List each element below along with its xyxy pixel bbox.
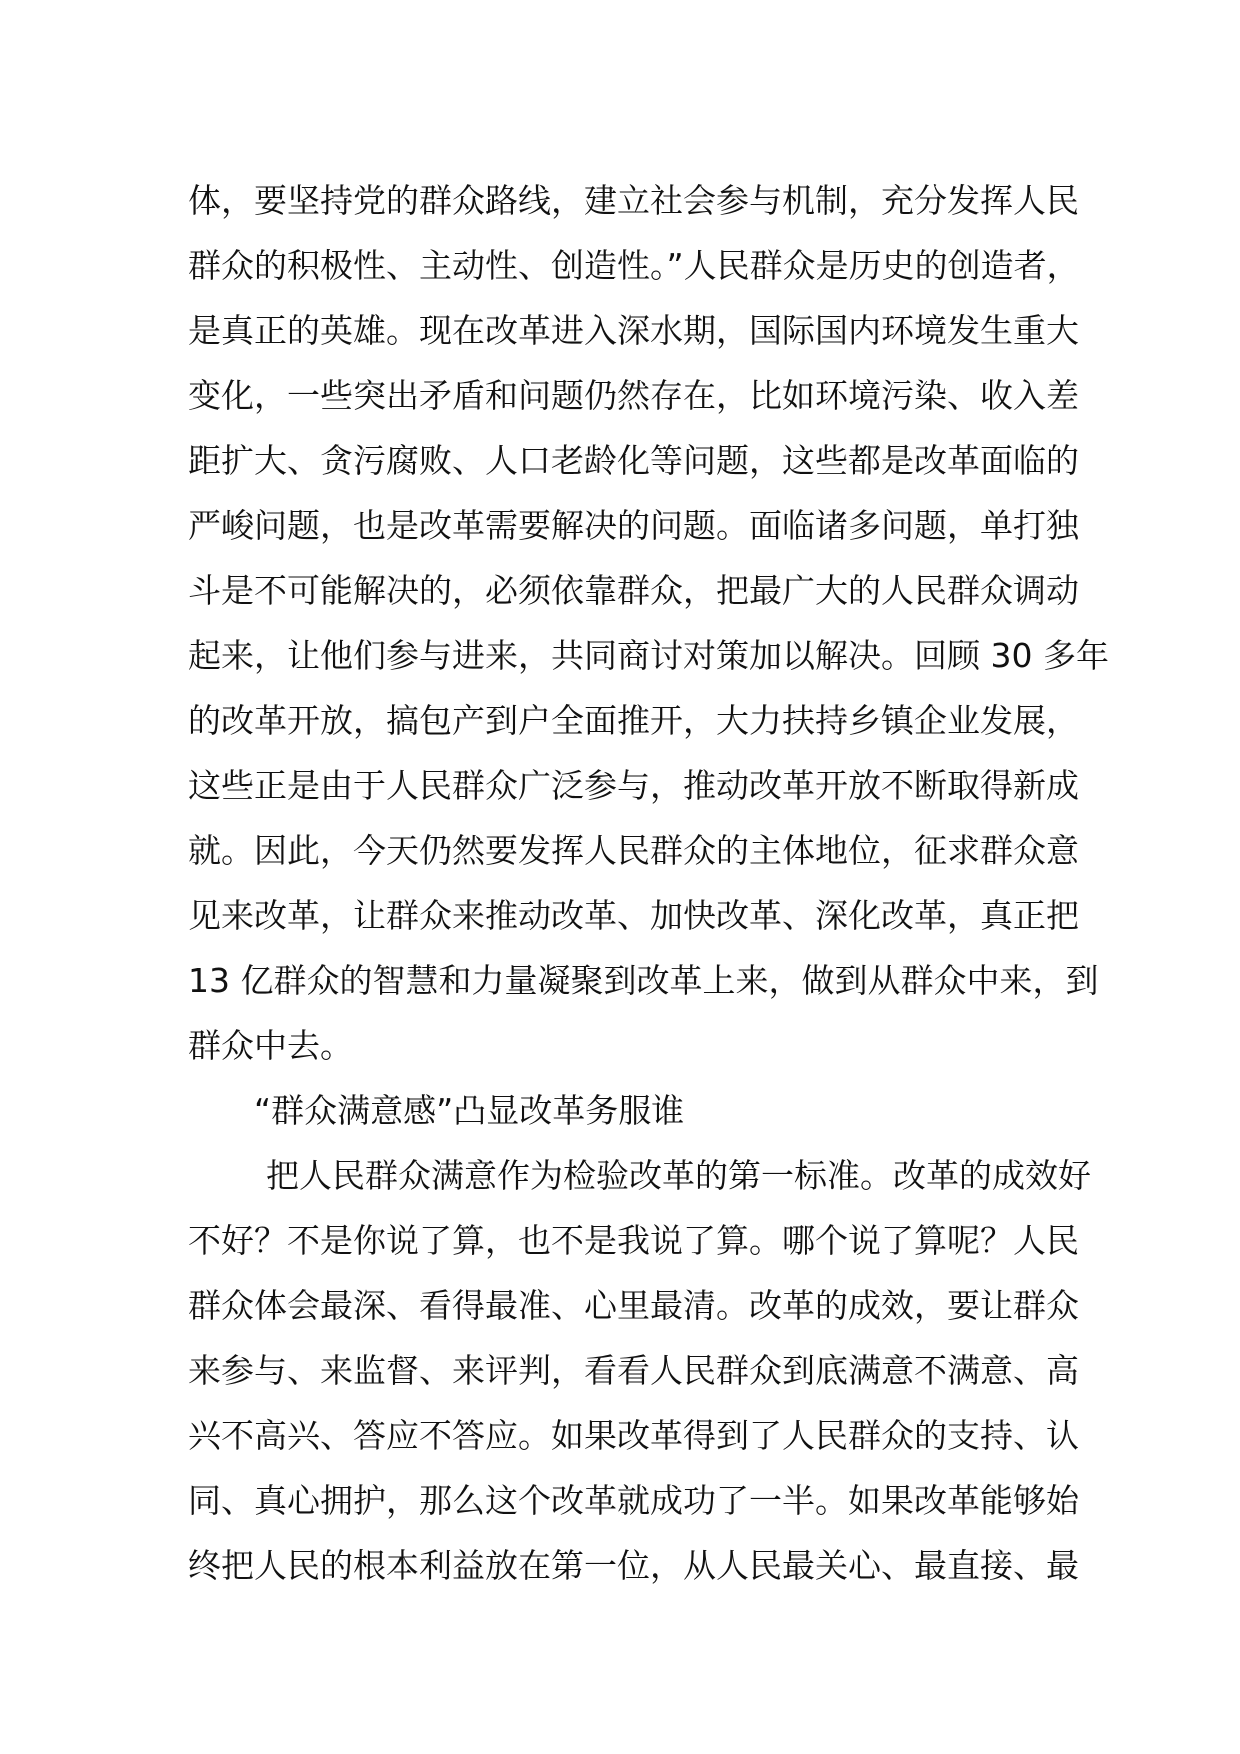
text-line: 终把人民的根本利益放在第一位，从人民最关心、最直接、最 bbox=[188, 1546, 1079, 1585]
text-line: 严峻问题，也是改革需要解决的问题。面临诸多问题，单打独 bbox=[188, 506, 1079, 545]
text-line: 群众的积极性、主动性、创造性。”人民群众是历史的创造者， bbox=[188, 246, 1080, 285]
text-line: 兴不高兴、答应不答应。如果改革得到了人民群众的支持、认 bbox=[188, 1416, 1079, 1455]
text-line: 同、真心拥护，那么这个改革就成功了一半。如果改革能够始 bbox=[188, 1481, 1079, 1520]
paragraph-2 bbox=[188, 1143, 1091, 1598]
text-line: 就。因此，今天仍然要发挥人民群众的主体地位，征求群众意 bbox=[188, 831, 1079, 870]
text-line: 斗是不可能解决的，必须依靠群众，把最广大的人民群众调动 bbox=[188, 571, 1079, 610]
text-line: 的改革开放，搞包产到户全面推开，大力扶持乡镇企业发展， bbox=[188, 701, 1079, 740]
text-line: 变化，一些突出矛盾和问题仍然存在，比如环境污染、收入差 bbox=[188, 376, 1079, 415]
text-line: 见来改革，让群众来推动改革、加快改革、深化改革，真正把 bbox=[188, 896, 1079, 935]
text-line: 群众中去。 bbox=[188, 1026, 353, 1065]
text-line: 不好？不是你说了算，也不是我说了算。哪个说了算呢？人民 bbox=[188, 1221, 1079, 1260]
text-line: 来参与、来监督、来评判，看看人民群众到底满意不满意、高 bbox=[188, 1351, 1079, 1390]
text-line: 群众体会最深、看得最准、心里最清。改革的成效，要让群众 bbox=[188, 1286, 1079, 1325]
text-line: 把人民群众满意作为检验改革的第一标准。改革的成效好 bbox=[266, 1156, 1091, 1195]
text-line: 距扩大、贪污腐败、人口老龄化等问题，这些都是改革面临的 bbox=[188, 441, 1079, 480]
text-line: 起来，让他们参与进来，共同商讨对策加以解决。回顾 30 多年 bbox=[188, 636, 1109, 675]
text-line: 13 亿群众的智慧和力量凝聚到改革上来，做到从群众中来，到 bbox=[188, 961, 1099, 1000]
text-line: 这些正是由于人民群众广泛参与，推动改革开放不断取得新成 bbox=[188, 766, 1079, 805]
section-heading: “群众满意感”凸显改革务服谁 bbox=[254, 1091, 685, 1130]
text-line: 是真正的英雄。现在改革进入深水期，国际国内环境发生重大 bbox=[188, 311, 1079, 350]
document-body bbox=[188, 168, 1109, 1598]
text-line: 体，要坚持党的群众路线，建立社会参与机制，充分发挥人民 bbox=[188, 181, 1079, 220]
paragraph-1 bbox=[188, 168, 1109, 1078]
